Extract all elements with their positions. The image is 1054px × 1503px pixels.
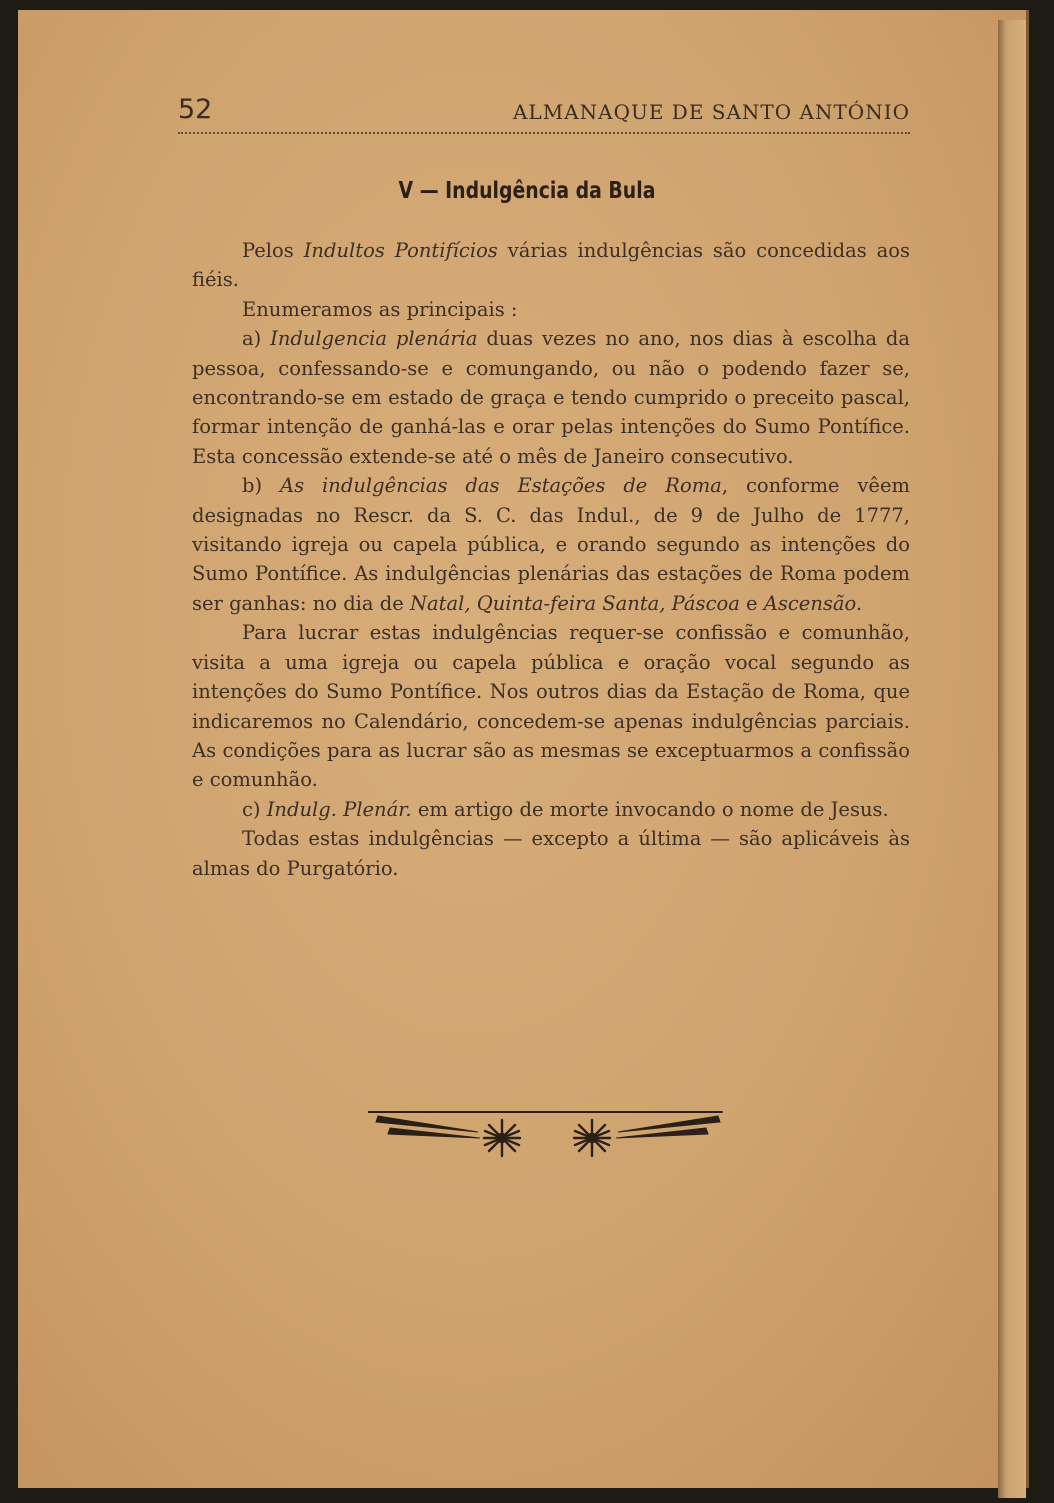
page-edge [998, 20, 1026, 1498]
paragraph: Enumeramos as principais : [242, 297, 518, 321]
body-text [192, 236, 910, 883]
running-title: ALMANAQUE DE SANTO ANTÓNIO [512, 100, 910, 124]
section-title: V — Indulgência da Bula [398, 178, 656, 204]
paragraph: Todas estas indulgências — excepto a última — são aplicáveis às almas do Purgatório. [192, 827, 910, 880]
floral-divider-icon [368, 1106, 728, 1166]
paragraph: Para lucrar estas indulgências requer-se confissão e comunhão, visita a uma igreja ou capela pública e oração vocal segundo as intenções do Sumo Pontífice. Nos outros dias da Estação de Roma, que indicaremos no Calendário, concedem-se apenas indulgências parciais. As condições para as lucrar são as mesmas se exceptuarmos a confissão e comunhão. [192, 621, 910, 792]
paragraph: b) As indulgências das Estações de Roma, conforme vêem designadas no Rescr. da S. C. das Indul., de 9 de Julho de 1777, visitando igreja ou capela pública, e orando segundo as intenções do Sumo Pontífice. As indulgências plenárias das estações de Roma podem ser ganhas: no dia de Natal, Quinta-feira Santa, Páscoa e Ascensão. [192, 474, 910, 615]
page-header [178, 92, 910, 134]
page-number: 52 [178, 94, 213, 125]
paragraph: c) Indulg. Plenár. em artigo de morte invocando o nome de Jesus. [242, 797, 889, 821]
paragraph: a) Indulgencia plenária duas vezes no ano, nos dias à escolha da pessoa, confessando-se e comungando, ou não o podendo fazer se, encontrando-se em estado de graça e tendo cumprido o preceito pascal, formar intenção de ganhá-las e orar pelas intenções do Sumo Pontífice. Esta concessão extende-se até o mês de Janeiro consecutivo. [192, 327, 911, 468]
paragraph: Pelos Indultos Pontifícios várias indulgências são concedidas aos fiéis. [192, 239, 910, 292]
